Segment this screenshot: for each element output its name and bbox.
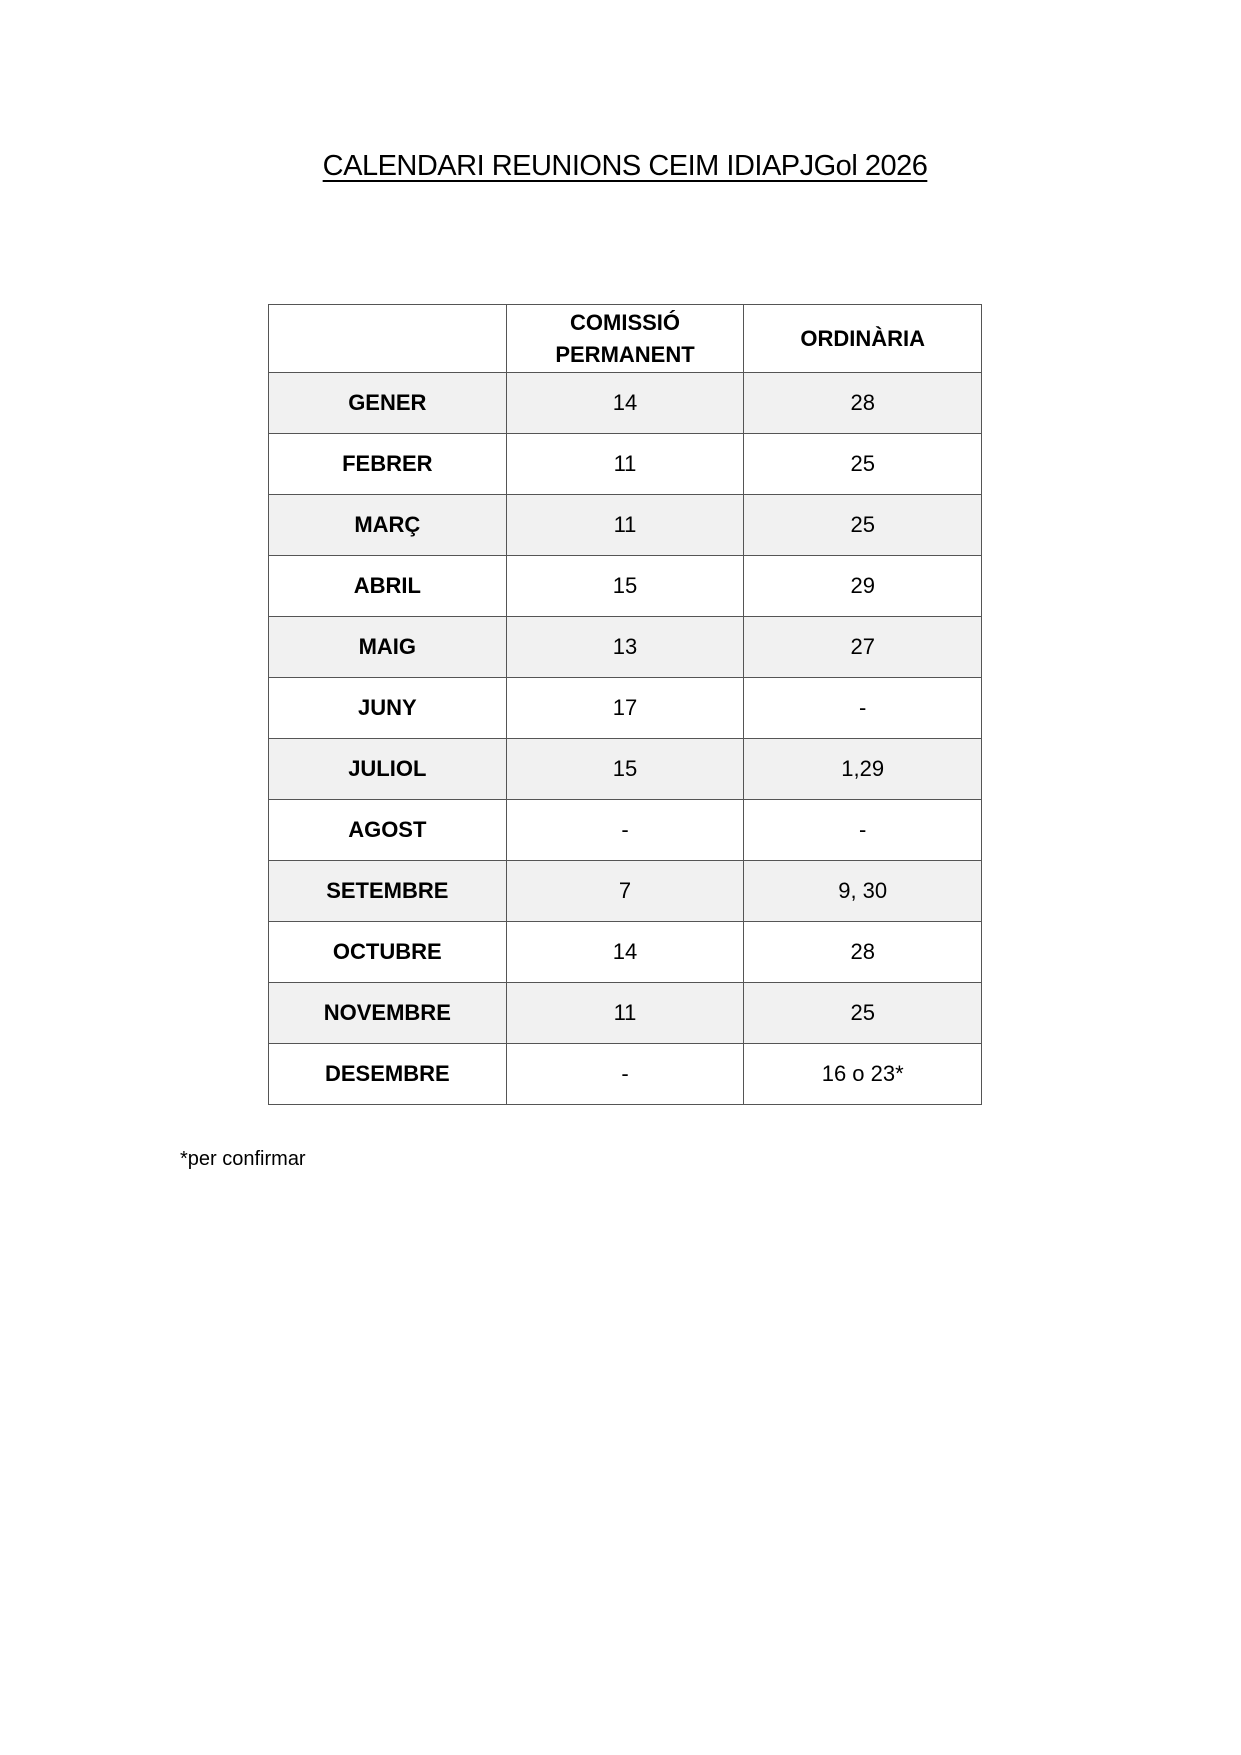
month-cell: ABRIL: [269, 556, 507, 617]
header-month: [269, 305, 507, 373]
ordinaria-cell: 25: [744, 495, 982, 556]
table-row: [269, 495, 982, 556]
ordinaria-cell: 1,29: [744, 739, 982, 800]
table-row: [269, 861, 982, 922]
comissio-cell: 7: [506, 861, 744, 922]
footnote: *per confirmar: [180, 1148, 306, 1170]
comissio-cell: -: [506, 800, 744, 861]
comissio-cell: 11: [506, 495, 744, 556]
ordinaria-cell: 28: [744, 373, 982, 434]
meetings-calendar-table: [268, 304, 982, 1105]
ordinaria-cell: -: [744, 800, 982, 861]
table-row: [269, 922, 982, 983]
comissio-cell: 13: [506, 617, 744, 678]
ordinaria-cell: 29: [744, 556, 982, 617]
ordinaria-cell: 16 o 23*: [744, 1044, 982, 1105]
month-cell: MARÇ: [269, 495, 507, 556]
table-header-row: [269, 305, 982, 373]
month-cell: OCTUBRE: [269, 922, 507, 983]
month-cell: JULIOL: [269, 739, 507, 800]
ordinaria-cell: 9, 30: [744, 861, 982, 922]
ordinaria-cell: -: [744, 678, 982, 739]
ordinaria-cell: 28: [744, 922, 982, 983]
comissio-cell: -: [506, 1044, 744, 1105]
table-row: [269, 617, 982, 678]
comissio-cell: 14: [506, 922, 744, 983]
header-ordinaria: ORDINÀRIA: [744, 305, 982, 373]
month-cell: DESEMBRE: [269, 1044, 507, 1105]
document-title: CALENDARI REUNIONS CEIM IDIAPJGol 2026: [322, 150, 928, 182]
table-row: [269, 678, 982, 739]
month-cell: SETEMBRE: [269, 861, 507, 922]
header-comissio-permanent: COMISSIÓ PERMANENT: [506, 305, 744, 373]
comissio-cell: 11: [506, 434, 744, 495]
ordinaria-cell: 27: [744, 617, 982, 678]
month-cell: NOVEMBRE: [269, 983, 507, 1044]
comissio-cell: 15: [506, 556, 744, 617]
table-row: [269, 800, 982, 861]
table-row: [269, 739, 982, 800]
month-cell: MAIG: [269, 617, 507, 678]
table-row: [269, 983, 982, 1044]
table-row: [269, 556, 982, 617]
month-cell: FEBRER: [269, 434, 507, 495]
month-cell: AGOST: [269, 800, 507, 861]
ordinaria-cell: 25: [744, 983, 982, 1044]
comissio-cell: 17: [506, 678, 744, 739]
table-row: [269, 373, 982, 434]
comissio-cell: 11: [506, 983, 744, 1044]
month-cell: GENER: [269, 373, 507, 434]
month-cell: JUNY: [269, 678, 507, 739]
table-row: [269, 434, 982, 495]
ordinaria-cell: 25: [744, 434, 982, 495]
comissio-cell: 15: [506, 739, 744, 800]
table-row: [269, 1044, 982, 1105]
comissio-cell: 14: [506, 373, 744, 434]
